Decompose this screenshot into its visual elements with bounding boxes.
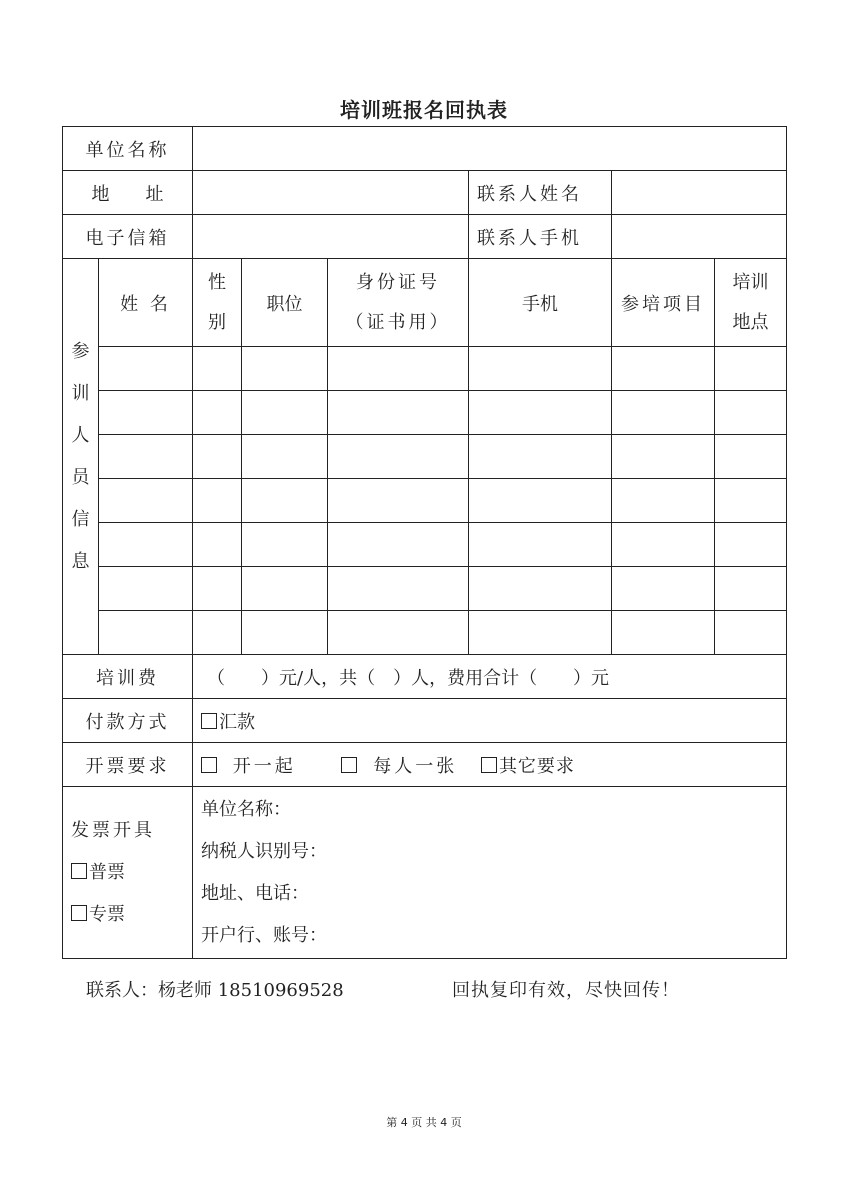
contact-name-field[interactable]: [612, 171, 787, 215]
unit-name-label: 单位名称: [63, 127, 193, 171]
participant-row: [63, 391, 787, 435]
page-title: 培训班报名回执表: [340, 98, 508, 122]
footer-note: 回执复印有效，尽快回传！: [452, 980, 680, 1001]
invoice-unit-name-field[interactable]: 单位名称：: [201, 798, 291, 820]
fee-field[interactable]: （ ）元/人，共（ ）人，费用合计（ ）元: [193, 655, 787, 699]
participant-row: [63, 567, 787, 611]
invoice-issue-cell: [63, 787, 193, 959]
email-label: 电子信箱: [63, 215, 193, 259]
per-person-invoice-label: 每人一张: [373, 755, 458, 777]
invoice-requirement-label: 开票要求: [63, 743, 193, 787]
invoice-address-phone-field[interactable]: 地址、电话：: [201, 882, 309, 904]
address-field[interactable]: [193, 171, 469, 215]
participant-row: [63, 347, 787, 391]
invoice-issue-label: 发票开具: [71, 819, 155, 841]
payment-label: 付款方式: [63, 699, 193, 743]
plain-invoice-checkbox[interactable]: [71, 863, 87, 879]
participant-row: [63, 523, 787, 567]
address-label: 地 址: [63, 171, 193, 215]
other-invoice-label: 其它要求: [498, 755, 575, 777]
participant-row: [63, 435, 787, 479]
single-invoice-checkbox[interactable]: [201, 757, 217, 773]
footer-contact: 联系人：杨老师 18510969528: [86, 980, 344, 1001]
wire-transfer-label: 汇款: [219, 711, 255, 733]
fee-label: 培训费: [63, 655, 193, 699]
single-invoice-label: 开一起: [232, 755, 296, 777]
contact-phone-field[interactable]: [612, 215, 787, 259]
header-gender: 性 别: [193, 259, 242, 347]
participant-row: [63, 479, 787, 523]
header-phone: 手机: [469, 259, 612, 347]
per-person-invoice-checkbox[interactable]: [341, 757, 357, 773]
payment-options: [193, 699, 787, 743]
page-number: 第 4 页 共 4 页: [386, 1116, 462, 1129]
registration-form-table: [62, 126, 787, 959]
unit-name-field[interactable]: [193, 127, 787, 171]
contact-phone-label: 联系人手机: [469, 215, 612, 259]
header-position: 职位: [242, 259, 328, 347]
invoice-requirement-options: [193, 743, 787, 787]
header-location: 培训 地点: [715, 259, 787, 347]
header-id-number: 身份证号 （证书用）: [328, 259, 469, 347]
invoice-bank-account-field[interactable]: 开户行、账号：: [201, 924, 327, 946]
email-field[interactable]: [193, 215, 469, 259]
other-invoice-checkbox[interactable]: [481, 757, 497, 773]
header-name: 姓 名: [99, 259, 193, 347]
special-invoice-checkbox[interactable]: [71, 905, 87, 921]
special-invoice-label: 专票: [89, 903, 125, 925]
contact-name-label: 联系人姓名: [469, 171, 612, 215]
invoice-tax-id-field[interactable]: 纳税人识别号：: [201, 840, 327, 862]
header-project: 参培项目: [612, 259, 715, 347]
wire-transfer-checkbox[interactable]: [201, 713, 217, 729]
participant-row: [63, 611, 787, 655]
plain-invoice-label: 普票: [89, 861, 125, 883]
participant-section-label: 参 训 人 员 信 息: [63, 259, 99, 655]
invoice-details-cell: [193, 787, 787, 959]
